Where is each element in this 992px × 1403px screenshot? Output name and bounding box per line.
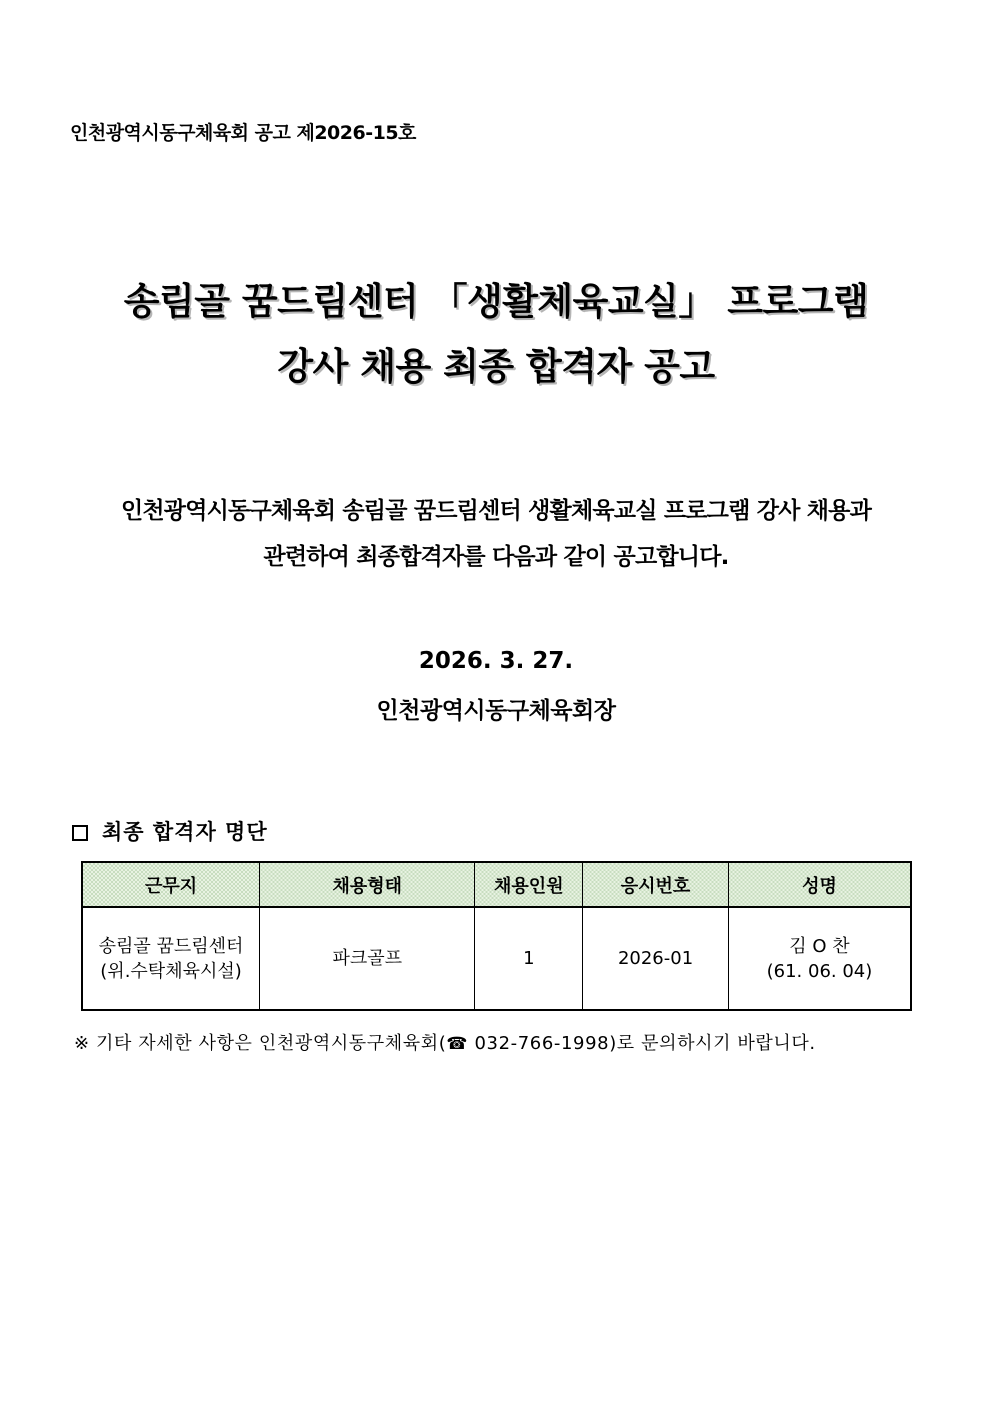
header-name: 성명 xyxy=(728,862,911,907)
document-title-line1: 송림골 꿈드림센터 「생활체육교실」 프로그램 xyxy=(123,280,869,323)
phone-icon: ☎ xyxy=(446,1034,469,1054)
header-applicant-number: 응시번호 xyxy=(583,862,729,907)
cell-workplace xyxy=(82,907,260,1010)
issuer-name: 인천광역시동구체육회장 xyxy=(376,698,616,724)
cell-applicant-number: 2026-01 xyxy=(583,907,729,1010)
footnote-prefix: ※ 기타 자세한 사항은 인천광역시동구체육회( xyxy=(74,1033,447,1054)
cell-headcount: 1 xyxy=(475,907,583,1010)
name-line2: (61. 06. 04) xyxy=(766,960,873,982)
body-text-line2: 관련하여 최종합격자를 다음과 같이 공고합니다. xyxy=(263,544,729,570)
final-roster-table xyxy=(81,861,912,1011)
section-heading xyxy=(72,816,268,846)
header-headcount: 채용인원 xyxy=(475,862,583,907)
footnote xyxy=(74,1029,816,1055)
announcement-date: 2026. 3. 27. xyxy=(418,648,574,674)
workplace-line2: (위.수탁체육시설) xyxy=(100,960,242,982)
header-employment-type: 채용형태 xyxy=(260,862,475,907)
table-header-row xyxy=(82,862,911,907)
section-heading-label: 최종 합격자 명단 xyxy=(102,820,268,844)
checkbox-icon xyxy=(72,825,88,841)
header-workplace: 근무지 xyxy=(82,862,260,907)
notice-number: 인천광역시동구체육회 공고 제2026-15호 xyxy=(70,122,416,144)
workplace-line1: 송림골 꿈드림센터 xyxy=(98,935,244,957)
cell-employment-type: 파크골프 xyxy=(260,907,475,1010)
document-title-line2: 강사 채용 최종 합격자 공고 xyxy=(277,345,715,388)
name-line1: 김 O 찬 xyxy=(789,935,850,957)
body-text-line1: 인천광역시동구체육회 송림골 꿈드림센터 생활체육교실 프로그램 강사 채용과 xyxy=(120,498,872,524)
footnote-suffix: 032-766-1998)로 문의하시기 바랍니다. xyxy=(468,1033,816,1054)
cell-name xyxy=(728,907,911,1010)
table-row xyxy=(82,907,911,1010)
